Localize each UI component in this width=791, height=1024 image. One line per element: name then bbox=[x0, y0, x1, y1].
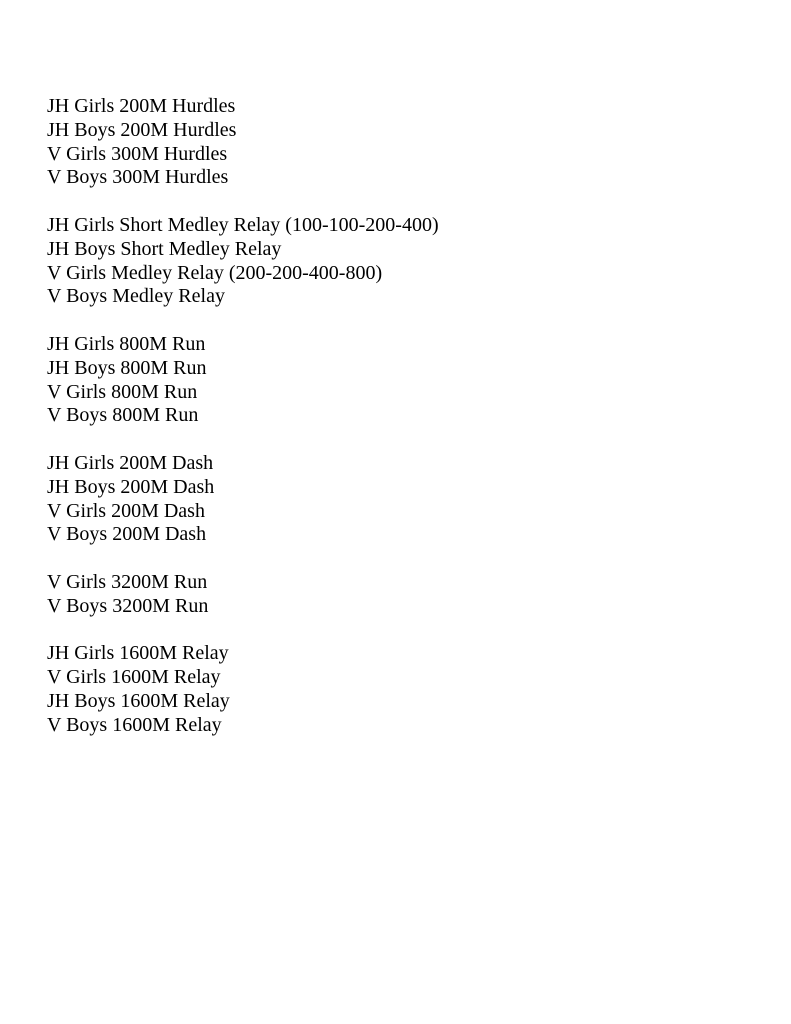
event-line: JH Boys Short Medley Relay bbox=[47, 237, 282, 260]
event-line: V Boys 800M Run bbox=[47, 404, 199, 427]
event-line: JH Boys 800M Run bbox=[47, 356, 207, 379]
event-line: JH Boys 1600M Relay bbox=[47, 689, 230, 712]
event-line: V Girls 300M Hurdles bbox=[47, 142, 228, 165]
200m-dash-group bbox=[47, 452, 439, 547]
event-line: JH Boys 200M Hurdles bbox=[47, 118, 237, 141]
event-line: V Girls Medley Relay (200-200-400-800) bbox=[47, 261, 383, 284]
event-line: JH Girls Short Medley Relay (100-100-200-400) bbox=[47, 213, 439, 236]
event-order-list bbox=[47, 95, 439, 738]
event-line: JH Girls 200M Hurdles bbox=[47, 95, 236, 117]
event-line: V Boys 1600M Relay bbox=[47, 713, 222, 736]
medley-relay-group bbox=[47, 214, 439, 309]
event-line: JH Girls 800M Run bbox=[47, 332, 206, 355]
event-line: V Boys 300M Hurdles bbox=[47, 166, 229, 189]
event-line: V Girls 3200M Run bbox=[47, 570, 208, 593]
event-line: V Girls 800M Run bbox=[47, 380, 198, 403]
event-line: JH Boys 200M Dash bbox=[47, 475, 215, 498]
3200m-run-group bbox=[47, 571, 439, 619]
event-line: V Girls 1600M Relay bbox=[47, 666, 221, 689]
event-line: JH Girls 200M Dash bbox=[47, 451, 214, 474]
event-line: V Boys 3200M Run bbox=[47, 594, 209, 617]
event-line: V Girls 200M Dash bbox=[47, 499, 205, 522]
hurdles-group bbox=[47, 95, 439, 190]
1600m-relay-group bbox=[47, 642, 439, 737]
event-line: V Boys Medley Relay bbox=[47, 285, 225, 308]
event-line: V Boys 200M Dash bbox=[47, 523, 207, 546]
event-line: JH Girls 1600M Relay bbox=[47, 642, 229, 665]
800m-run-group bbox=[47, 333, 439, 428]
